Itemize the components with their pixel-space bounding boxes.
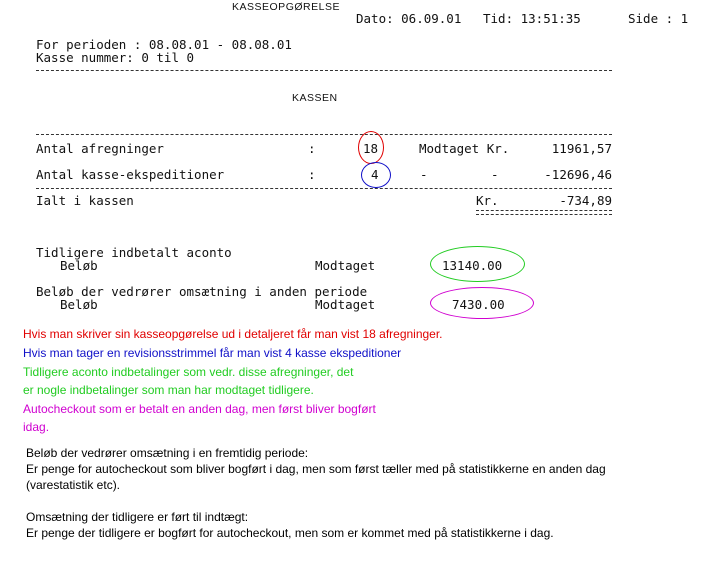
other-period-sub-label: Beløb (60, 297, 98, 312)
explain-prior-heading: Omsætning der tidligere er ført til indtægt: (26, 510, 249, 524)
report-time: Tid: 13:51:35 (483, 11, 581, 26)
note-blue: Hvis man tager en revisionsstrimmel får man vist 4 kasse ekspeditioner (23, 346, 402, 360)
aconto-heading: Tidligere indbetalt aconto (36, 245, 232, 260)
row-label: Antal afregninger (36, 141, 164, 156)
note-magenta-2: idag. (23, 420, 50, 434)
row-description: Modtaget Kr. (419, 141, 510, 156)
other-period-received-label: Modtaget (315, 297, 376, 312)
row-label: Antal kasse-ekspeditioner (36, 167, 225, 182)
row-count: 18 (363, 141, 379, 156)
divider (36, 188, 612, 189)
row-amount: -12696,46 (544, 167, 612, 182)
report-title: KASSEOPGØRELSE (232, 1, 340, 13)
row-dash: - (420, 167, 428, 182)
aconto-sub-label: Beløb (60, 258, 98, 273)
explain-prior-line-1: Er penge der tidligere er bogført for autocheckout, men som er kommet med på statistikkerne i dag. (26, 526, 554, 540)
total-amount: -734,89 (559, 193, 612, 208)
divider (36, 134, 612, 135)
blue-circle-annotation (361, 162, 391, 188)
page-number: Side : 1 (628, 11, 689, 26)
section-title: KASSEN (292, 92, 338, 104)
magenta-circle-annotation (430, 287, 534, 319)
note-green-1: Tidligere aconto indbetalinger som vedr. disse afregninger, det (23, 365, 354, 379)
total-label: Ialt i kassen (36, 193, 134, 208)
explain-future-line-2: (varestatistik etc). (26, 478, 121, 492)
red-circle-annotation (358, 131, 384, 164)
row-dash: - (491, 167, 499, 182)
note-magenta-1: Autocheckout som er betalt en anden dag, men først bliver bogført (23, 402, 376, 416)
aconto-received-label: Modtaget (315, 258, 376, 273)
period-range: For perioden : 08.08.01 - 08.08.01 (36, 37, 292, 52)
row-colon: : (308, 141, 316, 156)
other-period-heading: Beløb der vedrører omsætning i anden periode (36, 284, 368, 299)
aconto-amount: 13140.00 (442, 258, 503, 273)
divider (36, 70, 612, 71)
report-date: Dato: 06.09.01 (356, 11, 462, 26)
double-underline (476, 210, 612, 215)
other-period-amount: 7430.00 (452, 297, 505, 312)
green-circle-annotation (430, 246, 525, 282)
row-colon: : (308, 167, 316, 182)
row-amount: 11961,57 (551, 141, 612, 156)
register-number: Kasse nummer: 0 til 0 (36, 50, 195, 65)
explain-future-line-1: Er penge for autocheckout som bliver bogført i dag, men som først tæller med på statistikkerne en anden dag (26, 462, 606, 476)
note-red: Hvis man skriver sin kasseopgørelse ud i detaljeret får man vist 18 afregninger. (23, 327, 443, 341)
row-count: 4 (371, 167, 379, 182)
note-green-2: er nogle indbetalinger som man har modtaget tidligere. (23, 383, 314, 397)
total-currency: Kr. (476, 193, 499, 208)
explain-future-heading: Beløb der vedrører omsætning i en fremtidig periode: (26, 446, 309, 460)
